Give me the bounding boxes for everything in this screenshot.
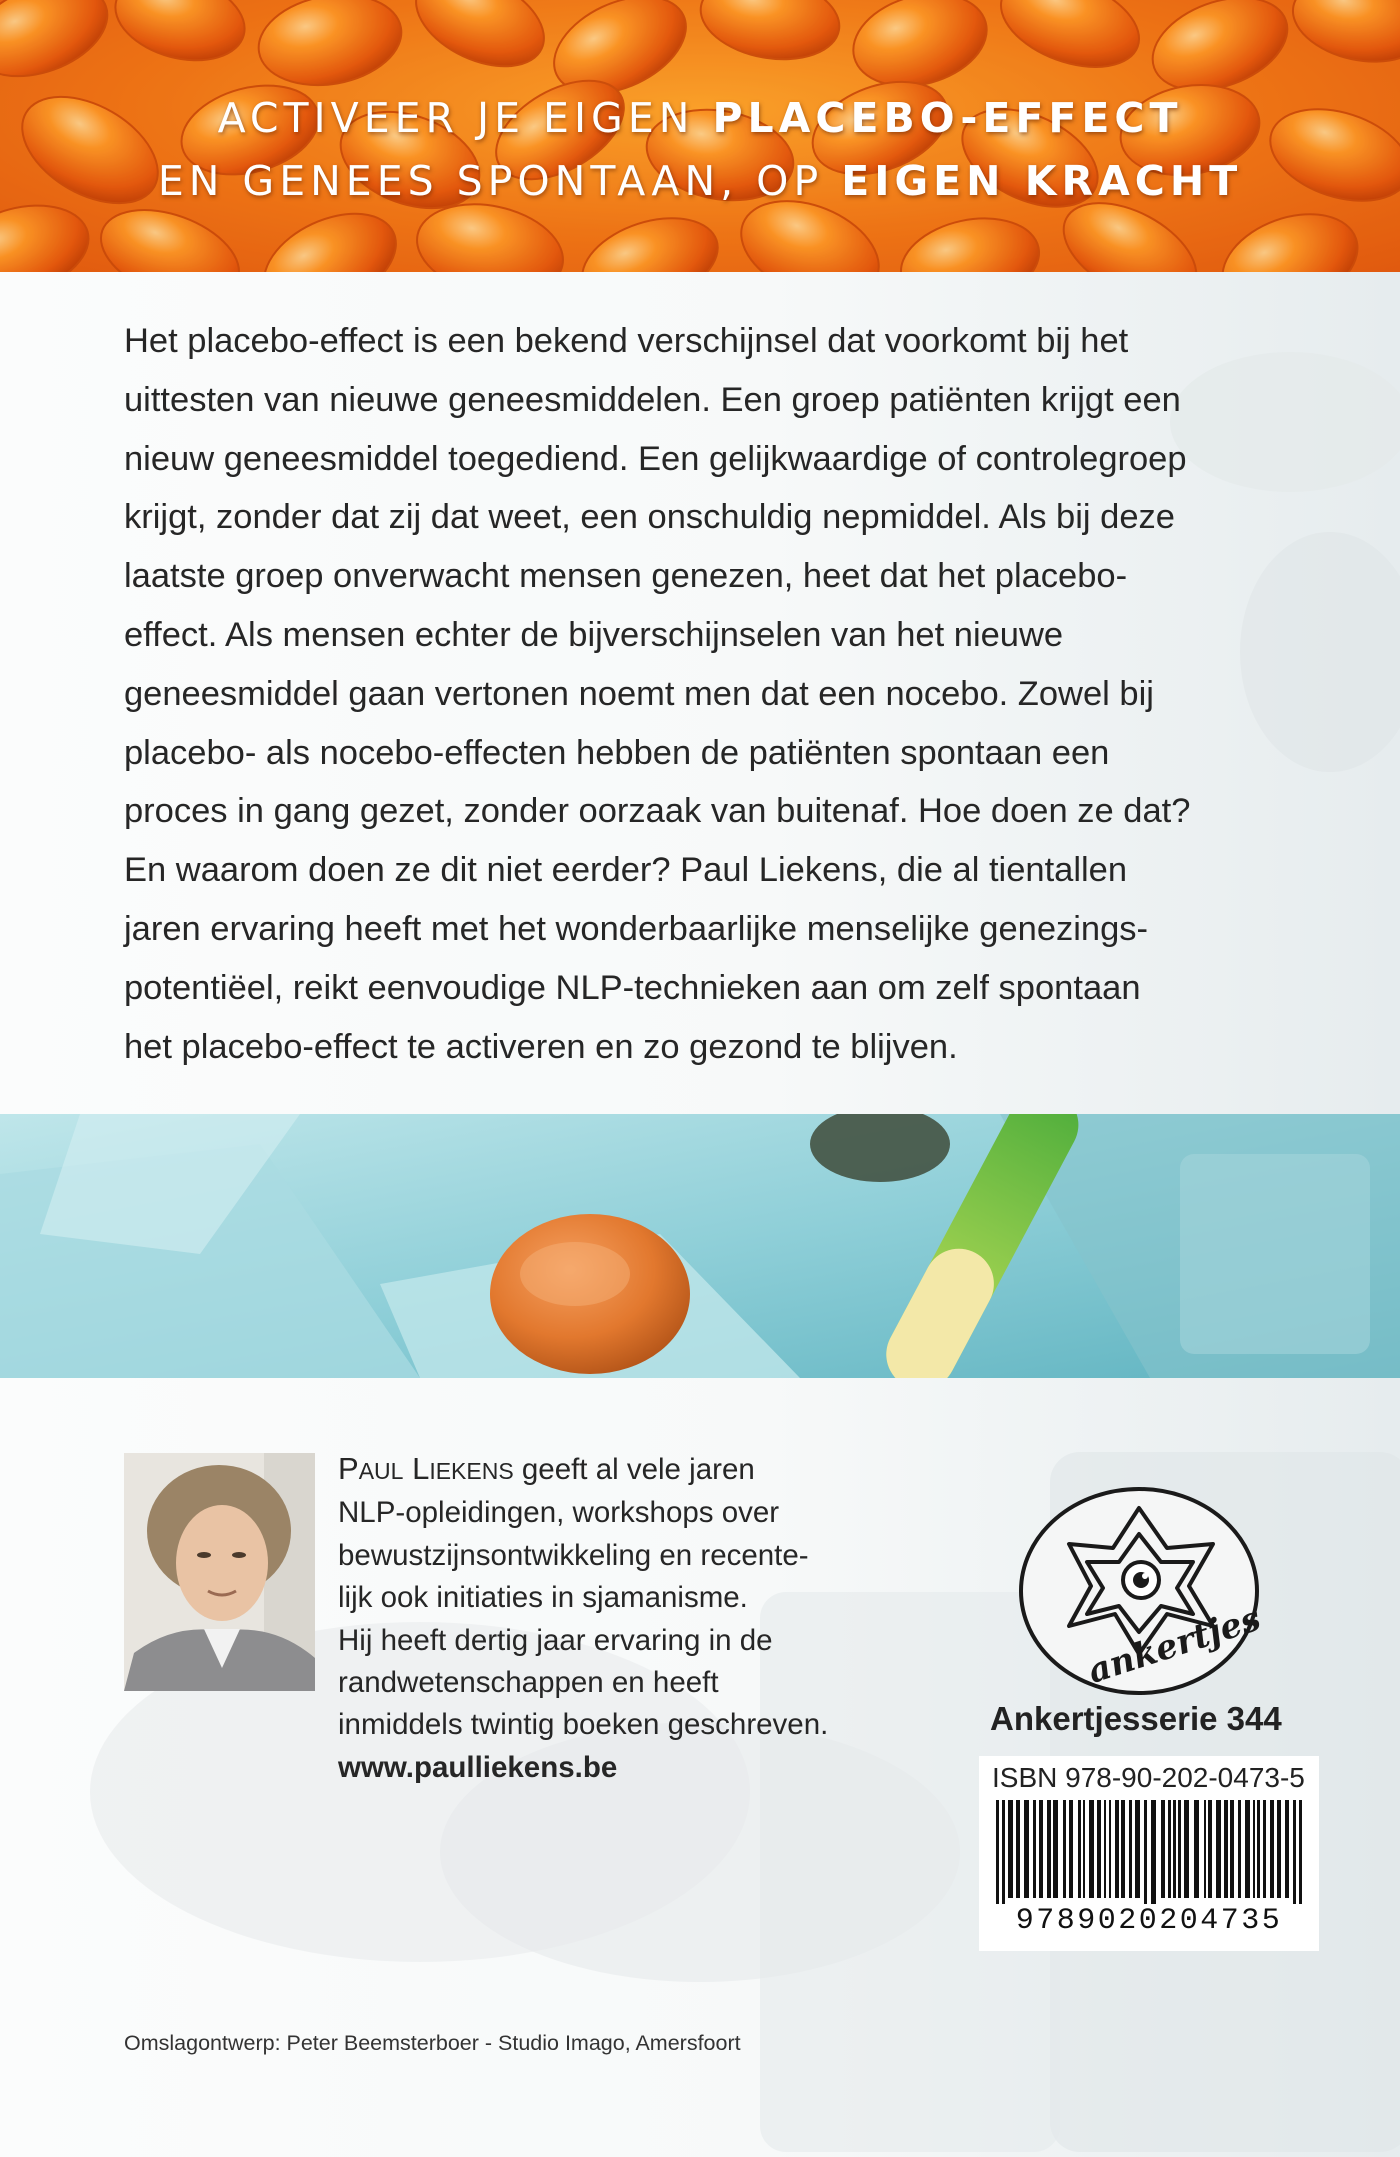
barcode-bar [1208,1800,1212,1898]
bio-line: inmiddels twintig boeken geschreven. [338,1708,829,1742]
blurb-line: laatste groep onverwacht mensen genezen, heet dat het placebo- [124,557,1128,596]
blurb-line: het placebo-effect te activeren en zo gezond te blijven. [124,1027,958,1066]
pill-box-illustration [0,1114,1400,1378]
logo-wordmark: ankertjes [1083,1598,1261,1692]
blurb-line: placebo- als nocebo-effecten hebben de patiënten spontaan een [124,733,1110,772]
barcode-digits: 9789020204735 [1015,1904,1283,1938]
bio-line: lijk ook initiaties in sjamanisme. [338,1581,748,1615]
author-photo [124,1453,315,1691]
bio-line: Hij heeft dertig jaar ervaring in de [338,1623,773,1657]
barcode-bar [1224,1800,1228,1898]
barcode-bar [1245,1800,1250,1898]
barcode-bar [1299,1800,1302,1904]
capsules-banner [0,0,1400,272]
barcode-bar [1257,1800,1260,1898]
barcode-bar [1230,1800,1234,1898]
barcode-bar [1039,1800,1043,1898]
barcode-bar [1053,1800,1058,1898]
barcode-bar [1033,1800,1036,1898]
blurb-line: uittesten van nieuwe geneesmiddelen. Een groep patiënten krijgt een [124,380,1181,419]
bio-line: NLP-opleidingen, workshops over [338,1496,780,1530]
barcode-bar [1129,1800,1132,1898]
barcode-bar [1135,1800,1140,1898]
barcode-bar [1204,1800,1206,1898]
bio-line: bewustzijnsontwikkeling en recente- [338,1538,809,1572]
barcode-panel [979,1756,1319,1951]
ankertjes-logo-icon [1017,1486,1261,1696]
barcode-bar [1270,1800,1274,1898]
author-bio [338,1448,938,1789]
isbn-label: ISBN 978-90-202-0473-5 [992,1762,1305,1793]
barcode-bar [1263,1800,1266,1898]
barcode-bar [1285,1800,1289,1898]
barcode-bar [1238,1800,1241,1898]
barcode-bar [1216,1800,1221,1898]
blurb-line: krijgt, zonder dat zij dat weet, een onschuldig nepmiddel. Als bij deze [124,498,1175,537]
banner-heading-line-1: ACTIVEER JE EIGEN PLACEBO-EFFECT [217,94,1183,142]
barcode-bar [1024,1800,1029,1898]
barcode-bar [1069,1800,1073,1898]
author-name: PAUL LIEKENS [338,1451,514,1486]
barcode-bar [1168,1800,1171,1898]
barcode-bar [1063,1800,1066,1898]
series-label: Ankertjesserie 344 [990,1700,1282,1737]
barcode-bar [1002,1800,1005,1904]
barcode-bar [1277,1800,1281,1898]
ankertjes-logo [1017,1486,1261,1696]
author-website-link[interactable]: www.paulliekens.be [338,1750,618,1784]
blurb-line: En waarom doen ze dit niet eerder? Paul Liekens, die al tientallen [124,851,1128,890]
barcode-bar [1293,1800,1296,1904]
banner-heading-line-2: EN GENEES SPONTAAN, OP EIGEN KRACHT [157,157,1243,205]
barcode-bar [1161,1800,1165,1898]
barcode-bar [1194,1800,1199,1898]
barcode-bar [1016,1800,1020,1898]
blurb-line: jaren ervaring heeft met het wonderbaarlijke menselijke genezings- [124,909,1149,948]
barcode-bar [1083,1800,1085,1898]
barcode-bar [996,1800,999,1904]
blurb-line: proces in gang gezet, zonder oorzaak van buitenaf. Hoe doen ze dat? [124,792,1191,831]
barcode-bar [1253,1800,1255,1898]
bio-first-line: PAUL LIEKENS geeft al vele jaren [338,1451,755,1486]
blurb-line: geneesmiddel gaan vertonen noemt men dat een nocebo. Zowel bij [124,674,1154,713]
barcode-bar [1115,1800,1119,1898]
blurb-line: Het placebo-effect is een bekend verschijnsel dat voorkomt bij het [124,322,1129,360]
barcode-bar [1121,1800,1125,1898]
barcode-bar [1151,1800,1156,1904]
barcode-bar [1078,1800,1081,1898]
barcode-icon [996,1800,1302,1904]
barcode-bar [1089,1800,1094,1898]
barcode-bar [1104,1800,1106,1898]
blurb-line: nieuw geneesmiddel toegediend. Een gelijkwaardige of controlegroep [124,439,1187,478]
blurb-line: effect. Als mensen echter de bijverschijnselen van het nieuwe [124,615,1064,654]
book-blurb [124,312,1304,1076]
barcode-bar [1008,1800,1013,1898]
barcode-bar [1184,1800,1189,1898]
barcode-bar [1109,1800,1111,1898]
pill-box-photo-band [0,1114,1400,1378]
barcode-bar [1047,1800,1051,1898]
cover-design-credit: Omslagontwerp: Peter Beemsterboer - Studio Imago, Amersfoort [124,2031,741,2055]
barcode-bar [1173,1800,1176,1898]
barcode-bar [1144,1800,1147,1904]
author-portrait-illustration [124,1453,315,1691]
barcode-bar [1097,1800,1101,1898]
barcode-bar [1178,1800,1181,1898]
blurb-line: potentiëel, reikt eenvoudige NLP-technieken aan om zelf spontaan [124,968,1141,1007]
bio-line: randwetenschappen en heeft [338,1666,719,1700]
